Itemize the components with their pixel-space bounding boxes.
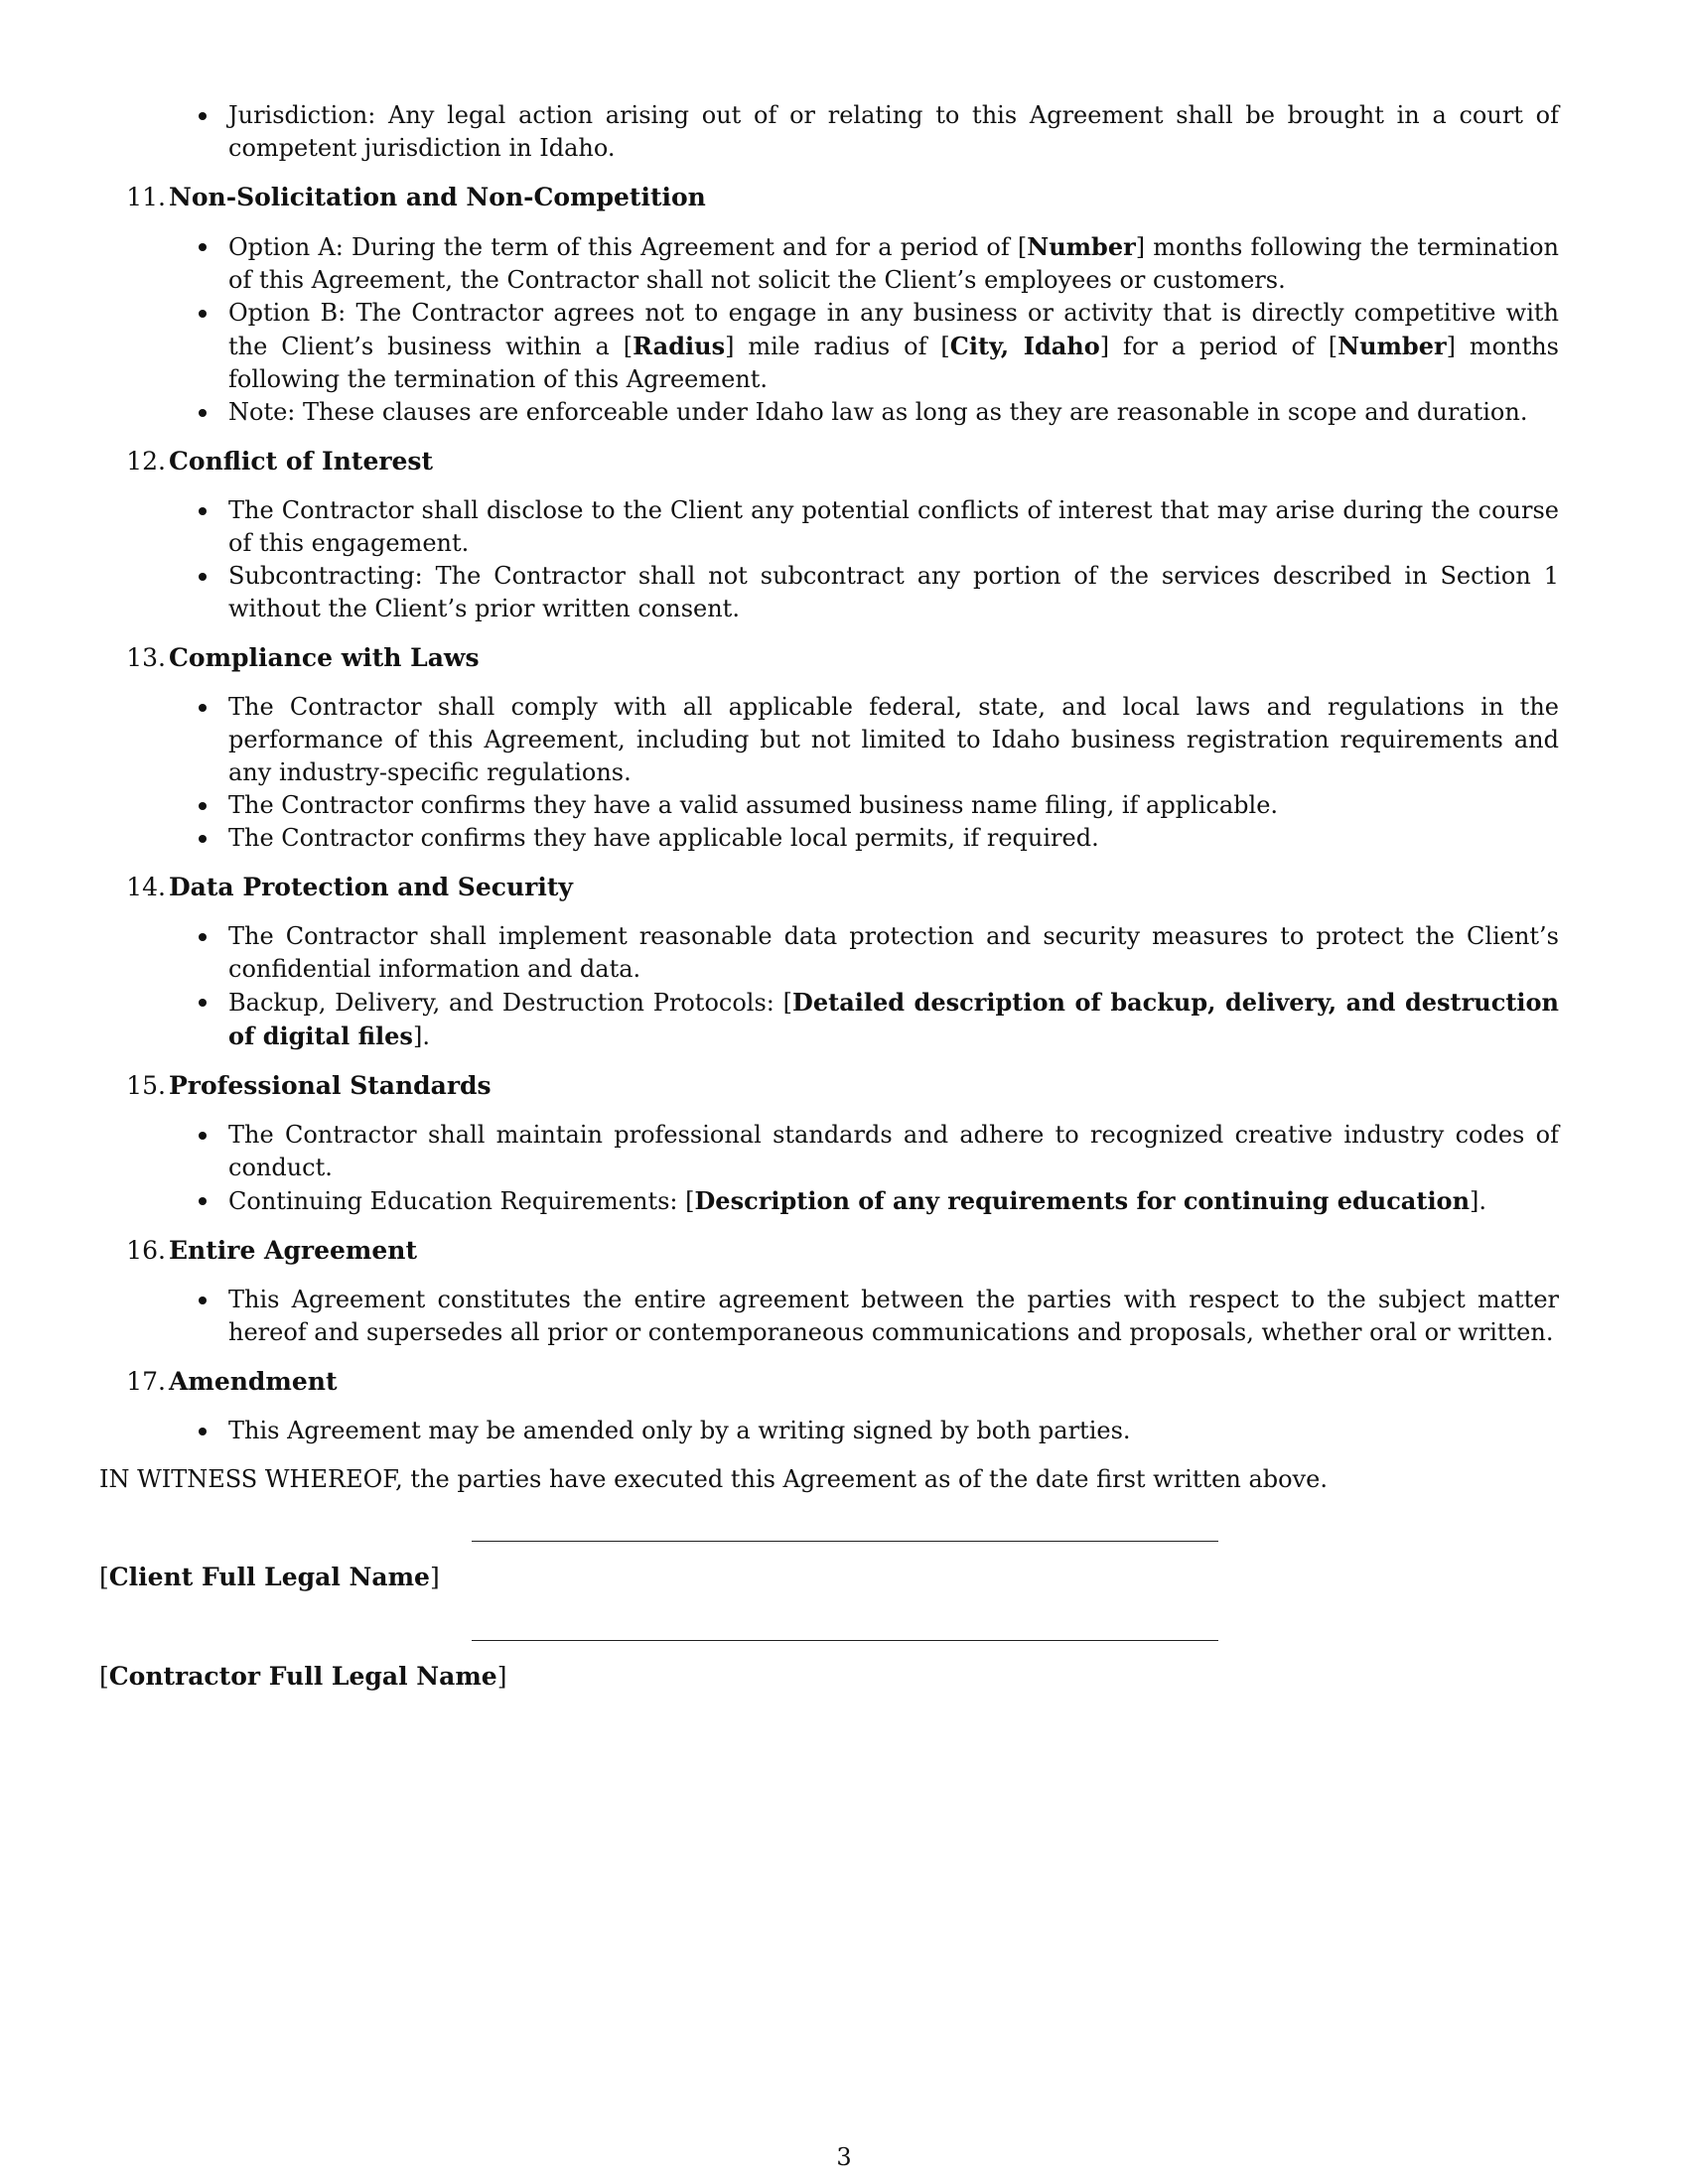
- bullet-icon: [199, 802, 207, 810]
- item-text: The Contractor shall implement reasonable data protection and security measures to protect the Client’s confidential information and data.: [228, 922, 1559, 983]
- bracket-close: ]: [496, 1662, 507, 1691]
- item-text: Jurisdiction: Any legal action arising out of or relating to this Agreement shall be brought in a court of competent jurisdiction in Idaho.: [228, 101, 1559, 162]
- sections-container: [99, 181, 1589, 1463]
- list-item: [99, 1119, 1559, 1184]
- bullet-icon: [199, 112, 207, 120]
- section-items: [99, 494, 1589, 625]
- placeholder-field: Detailed description of backup, delivery, and destruction of digital files: [228, 988, 1559, 1050]
- witness-clause: IN WITNESS WHEREOF, the parties have executed this Agreement as of the date first written above.: [99, 1465, 1328, 1493]
- placeholder-field: Number: [1337, 332, 1447, 360]
- bullet-icon: [199, 409, 207, 417]
- list-item: [99, 494, 1559, 560]
- section-title: Amendment: [169, 1367, 338, 1396]
- placeholder-field: Radius: [633, 332, 726, 360]
- list-item: [99, 1415, 1559, 1447]
- carried-over-list: [99, 99, 1589, 165]
- list-item: [99, 920, 1559, 986]
- bullet-icon: [199, 1297, 207, 1304]
- placeholder-field: Contractor Full Legal Name: [108, 1662, 497, 1691]
- item-text: Continuing Education Requirements: [: [228, 1187, 695, 1215]
- section-number: 17.: [126, 1367, 166, 1396]
- item-text: ] months following the termination of this Agreement.: [228, 333, 1560, 393]
- item-text: ] mile radius of [: [725, 333, 950, 360]
- bracket-open: [: [99, 1563, 109, 1591]
- section-items: [99, 1119, 1589, 1218]
- item-text: ] months following the termination of this Agreement, the Contractor shall not solicit the Client’s employees or customers.: [228, 233, 1560, 294]
- list-item: [99, 396, 1559, 429]
- signature-block: [99, 1496, 1589, 1595]
- list-item: [99, 822, 1559, 855]
- item-text: Backup, Delivery, and Destruction Protocols: [: [228, 989, 793, 1017]
- signature-line[interactable]: [472, 1640, 1218, 1641]
- section-items: [99, 691, 1589, 855]
- section-items: [99, 230, 1589, 429]
- section-12: [99, 445, 1589, 641]
- bullet-icon: [199, 507, 207, 515]
- list-item: [99, 1184, 1559, 1218]
- placeholder-field: Client Full Legal Name: [108, 1563, 430, 1591]
- section-17: [99, 1365, 1589, 1463]
- placeholder-field: City, Idaho: [949, 332, 1100, 360]
- list-item: [99, 986, 1559, 1053]
- section-number: 13.: [126, 643, 166, 672]
- item-text: Option B: The Contractor agrees not to engage in any business or activity that is directly competitive with the Client’s business within a [: [228, 299, 1559, 360]
- signatory-name: [99, 1561, 440, 1593]
- section-14: [99, 871, 1589, 1069]
- list-item: [99, 1284, 1559, 1349]
- bullet-icon: [199, 835, 207, 843]
- item-text: ].: [1470, 1187, 1487, 1215]
- bullet-icon: [199, 704, 207, 712]
- bullet-icon: [199, 1428, 207, 1435]
- section-title: Entire Agreement: [169, 1236, 417, 1265]
- item-text: The Contractor confirms they have applicable local permits, if required.: [228, 824, 1099, 852]
- item-text: Option A: During the term of this Agreement and for a period of [: [228, 233, 1028, 261]
- item-text: The Contractor confirms they have a valid assumed business name filing, if applicable.: [228, 791, 1279, 819]
- list-item: [99, 99, 1559, 165]
- list-item: [99, 230, 1559, 297]
- section-title: Professional Standards: [169, 1071, 492, 1100]
- placeholder-field: Description of any requirements for continuing education: [694, 1186, 1471, 1215]
- bullet-icon: [199, 243, 207, 251]
- section-title: Data Protection and Security: [169, 873, 573, 901]
- bullet-icon: [199, 999, 207, 1007]
- bracket-close: ]: [429, 1563, 440, 1591]
- list-item: [99, 691, 1559, 789]
- placeholder-field: Number: [1027, 232, 1136, 261]
- signature-line[interactable]: [472, 1541, 1218, 1542]
- item-text: This Agreement may be amended only by a writing signed by both parties.: [228, 1417, 1131, 1444]
- item-text: The Contractor shall comply with all applicable federal, state, and local laws and regulations in the performance of this Agreement, including but not limited to Idaho business registration requirements and any industry-specific regulations.: [228, 693, 1559, 786]
- list-item: [99, 789, 1559, 822]
- section-13: [99, 641, 1589, 871]
- bullet-icon: [199, 1132, 207, 1140]
- section-number: 16.: [126, 1236, 166, 1265]
- item-text: ].: [412, 1023, 430, 1050]
- section-15: [99, 1069, 1589, 1234]
- document-body: [99, 99, 1589, 1695]
- list-item: [99, 560, 1559, 625]
- item-text: Subcontracting: The Contractor shall not subcontract any portion of the services described in Section 1 without the Client’s prior written consent.: [228, 562, 1559, 622]
- signatory-name: [99, 1660, 506, 1693]
- section-items: [99, 1284, 1589, 1349]
- bullet-icon: [199, 1197, 207, 1205]
- section-number: 12.: [126, 447, 166, 476]
- signature-area: [99, 1496, 1589, 1695]
- section-16: [99, 1234, 1589, 1365]
- section-items: [99, 1415, 1589, 1447]
- section-number: 11.: [126, 183, 166, 211]
- section-items: [99, 920, 1589, 1053]
- signature-block: [99, 1595, 1589, 1695]
- bullet-icon: [199, 573, 207, 581]
- bullet-icon: [199, 933, 207, 941]
- page-number: 3: [836, 2143, 852, 2171]
- section-number: 14.: [126, 873, 166, 901]
- item-text: Note: These clauses are enforceable under Idaho law as long as they are reasonable in scope and duration.: [228, 398, 1528, 426]
- section-title: Conflict of Interest: [169, 447, 434, 476]
- section-title: Non-Solicitation and Non-Competition: [169, 183, 706, 211]
- item-text: ] for a period of [: [1099, 333, 1338, 360]
- list-item: [99, 297, 1559, 396]
- item-text: The Contractor shall disclose to the Client any potential conflicts of interest that may arise during the course of this engagement.: [228, 496, 1559, 557]
- bullet-icon: [199, 310, 207, 318]
- section-title: Compliance with Laws: [169, 643, 480, 672]
- item-text: The Contractor shall maintain professional standards and adhere to recognized creative industry codes of conduct.: [228, 1121, 1559, 1181]
- bracket-open: [: [99, 1662, 109, 1691]
- item-text: This Agreement constitutes the entire agreement between the parties with respect to the subject matter hereof and supersedes all prior or contemporaneous communications and proposals, whether oral or written.: [228, 1286, 1559, 1346]
- section-number: 15.: [126, 1071, 166, 1100]
- section-11: [99, 181, 1589, 445]
